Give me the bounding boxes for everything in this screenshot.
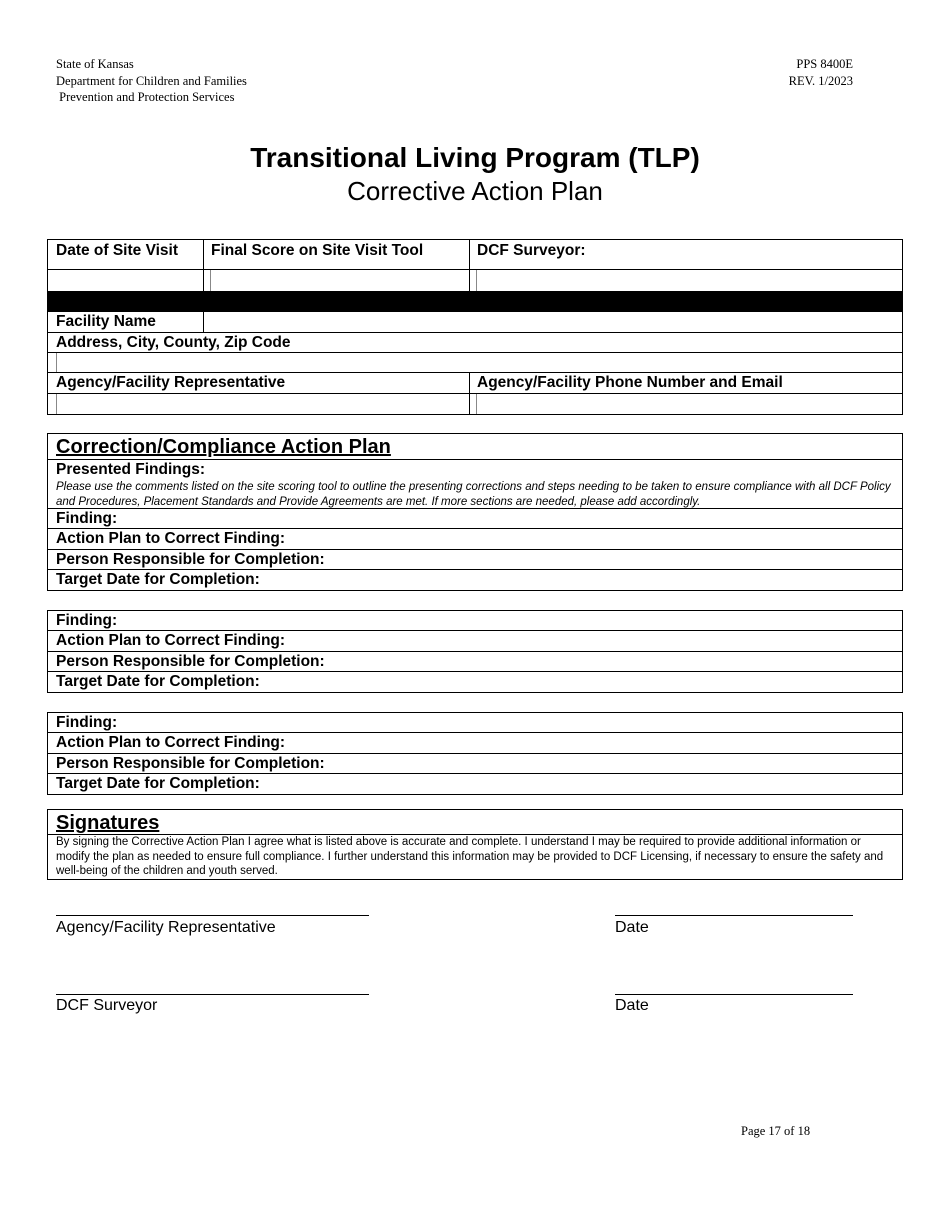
presented-findings-instructions: Please use the comments listed on the site scoring tool to outline the presenting corrections and steps needing to be taken to ensure compliance with all DCF Policy and Procedures, Placement Standards and Provide Agreements are met. If more sections are needed, please add accordingly.: [56, 481, 891, 508]
surveyor-signature-line[interactable]: [56, 994, 369, 995]
representative-date-line[interactable]: [615, 915, 853, 916]
target-date-label: Target Date for Completion:: [56, 775, 260, 792]
black-divider-bar: [48, 292, 902, 312]
finding-row[interactable]: [48, 509, 902, 529]
person-responsible-row[interactable]: [48, 652, 902, 672]
signatures-title: Signatures: [56, 812, 160, 834]
person-responsible-label: Person Responsible for Completion:: [56, 653, 325, 670]
representative-input-row: [48, 394, 902, 414]
address-label-row: [48, 333, 902, 353]
representative-label-row: [48, 373, 902, 394]
final-score-label: Final Score on Site Visit Tool: [211, 242, 424, 259]
target-date-label: Target Date for Completion:: [56, 673, 260, 690]
action-plan-title-row: [48, 434, 902, 460]
action-plan-row[interactable]: [48, 631, 902, 652]
signatures-statement: By signing the Corrective Action Plan I agree what is listed above is accurate and complete. I understand I may be required to provide additional information or modify the plan as needed to ensure full compliance. I further understand this information may be provided to DCF Licensing, if necessary to ensure the safety and well-being of the children and youth served.: [56, 836, 884, 877]
person-responsible-label: Person Responsible for Completion:: [56, 755, 325, 772]
representative-signature-line[interactable]: [56, 915, 369, 916]
facility-name-label: Facility Name: [56, 313, 156, 330]
action-plan-table: [47, 433, 903, 591]
address-label: Address, City, County, Zip Code: [56, 334, 291, 351]
target-date-row[interactable]: [48, 570, 902, 590]
action-plan-label: Action Plan to Correct Finding:: [56, 734, 286, 751]
finding-row[interactable]: [48, 713, 902, 733]
header-state: State of Kansas: [56, 57, 134, 71]
representative-signature-label: Agency/Facility Representative: [56, 919, 276, 936]
dcf-surveyor-label: DCF Surveyor:: [477, 242, 586, 259]
date-of-site-visit-label: Date of Site Visit: [56, 242, 179, 259]
page-title: Transitional Living Program (TLP): [250, 142, 700, 173]
person-responsible-label: Person Responsible for Completion:: [56, 551, 325, 568]
agency-header: [56, 56, 247, 106]
action-plan-row[interactable]: [48, 733, 902, 754]
target-date-row[interactable]: [48, 672, 902, 692]
action-plan-label: Action Plan to Correct Finding:: [56, 530, 286, 547]
site-visit-table: [47, 239, 903, 415]
header-division: Prevention and Protection Services: [56, 90, 235, 104]
presented-findings-row: [48, 460, 902, 509]
agency-phone-email-field[interactable]: [476, 394, 902, 414]
form-id-header: [789, 56, 853, 89]
signatures-table: [47, 809, 903, 880]
action-plan-title: Correction/Compliance Action Plan: [56, 436, 391, 458]
form-revision: REV. 1/2023: [788, 73, 853, 88]
representative-date-label: Date: [615, 919, 649, 936]
signatures-title-row: [48, 810, 902, 835]
form-number: PPS 8400E: [796, 57, 853, 71]
site-visit-input-row: [48, 270, 902, 292]
page-subtitle: Corrective Action Plan: [347, 176, 603, 206]
final-score-field[interactable]: [210, 270, 469, 291]
dcf-surveyor-field[interactable]: [476, 270, 902, 291]
finding-block-2: [47, 610, 903, 693]
finding-block-3: [47, 712, 903, 795]
date-of-site-visit-field[interactable]: [48, 270, 203, 291]
surveyor-signature-label: DCF Surveyor: [56, 997, 158, 1014]
person-responsible-row[interactable]: [48, 754, 902, 774]
facility-name-row: [48, 312, 902, 333]
surveyor-date-line[interactable]: [615, 994, 853, 995]
agency-phone-email-label: Agency/Facility Phone Number and Email: [477, 374, 783, 391]
action-plan-row[interactable]: [48, 529, 902, 550]
finding-label: Finding:: [56, 510, 118, 527]
address-input-row: [48, 353, 902, 373]
person-responsible-row[interactable]: [48, 550, 902, 570]
presented-findings-label: Presented Findings:: [56, 461, 205, 478]
finding-row[interactable]: [48, 611, 902, 631]
surveyor-date-label: Date: [615, 997, 649, 1014]
finding-label: Finding:: [56, 612, 118, 629]
signatures-statement-row: [48, 835, 902, 879]
page-number: Page 17 of 18: [741, 1124, 811, 1138]
agency-representative-label: Agency/Facility Representative: [56, 374, 286, 391]
action-plan-label: Action Plan to Correct Finding:: [56, 632, 286, 649]
facility-name-field[interactable]: [203, 312, 902, 332]
agency-representative-field[interactable]: [56, 394, 469, 414]
header-department: Department for Children and Families: [56, 73, 247, 88]
target-date-row[interactable]: [48, 774, 902, 794]
address-field[interactable]: [56, 353, 902, 372]
finding-label: Finding:: [56, 714, 118, 731]
site-visit-header-row: [48, 240, 902, 270]
target-date-label: Target Date for Completion:: [56, 571, 260, 588]
